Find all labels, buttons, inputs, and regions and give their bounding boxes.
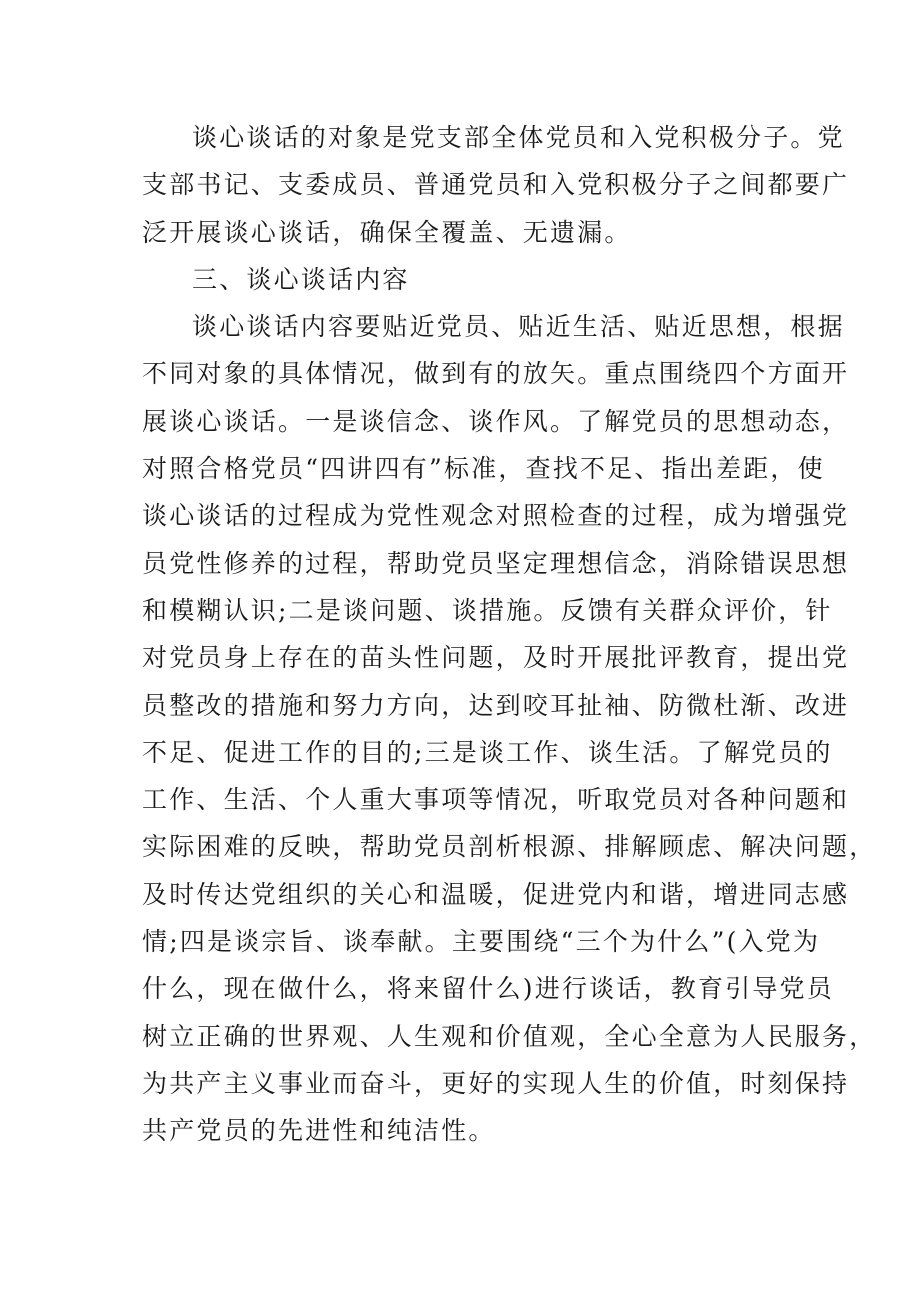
paragraph-line: 谈心谈话内容要贴近党员、贴近生活、贴近思想，根据	[192, 312, 845, 342]
paragraph-line: 不同对象的具体情况，做到有的放矢。重点围绕四个方面开	[142, 359, 850, 389]
paragraph-line: 对照合格党员“四讲四有”标准，查找不足、指出差距，使	[142, 454, 825, 484]
paragraph-line: 及时传达党组织的关心和温暖，促进党内和谐，增进同志感	[142, 879, 850, 909]
paragraph-line: 谈心谈话的对象是党支部全体党员和入党积极分子。党	[192, 123, 845, 152]
paragraph-line: 和模糊认识;二是谈问题、谈措施。反馈有关群众评价，针	[142, 595, 833, 625]
paragraph-line: 展谈心谈话。一是谈信念、谈作风。了解党员的思想动态，	[142, 406, 850, 436]
section-heading-content	[142, 256, 782, 303]
paragraph-line: 共产党员的先进性和纯洁性。	[142, 1116, 496, 1146]
paragraph-line: 谈心谈话的过程成为党性观念对照检查的过程，成为增强党	[142, 501, 850, 531]
paragraph-line: 为共产主义事业而奋斗，更好的实现人生的价值，时刻保持	[142, 1068, 850, 1098]
paragraph-line: 对党员身上存在的苗头性问题，及时开展批评教育，提出党	[142, 643, 850, 673]
paragraph-line: 泛开展谈心谈话，确保全覆盖、无遗漏。	[142, 217, 632, 247]
paragraph-line: 实际困难的反映，帮助党员剖析根源、排解顾虑、解决问题，	[142, 832, 877, 862]
paragraph-line: 工作、生活、个人重大事项等情况，听取党员对各种问题和	[142, 785, 850, 815]
paragraph-line: 树立正确的世界观、人生观和价值观，全心全意为人民服务，	[142, 1021, 877, 1051]
paragraph-line: 员党性修养的过程，帮助党员坚定理想信念，消除错误思想	[142, 548, 850, 578]
paragraph-line: 员整改的措施和努力方向，达到咬耳扯袖、防微杜渐、改进	[142, 690, 850, 720]
paragraph-content-details	[142, 303, 877, 1154]
paragraph-line: 不足、促进工作的目的;三是谈工作、谈生活。了解党员的	[142, 737, 833, 767]
paragraph-target-audience	[142, 114, 850, 256]
paragraph-line: 支部书记、支委成员、普通党员和入党积极分子之间都要广	[142, 170, 850, 200]
paragraph-line: 什么，现在做什么，将来留什么)进行谈话，教育引导党员	[142, 974, 834, 1004]
paragraph-line: 情;四是谈宗旨、谈奉献。主要围绕“三个为什么”(入党为	[142, 927, 821, 957]
section-heading: 三、谈心谈话内容	[192, 264, 410, 294]
document-body	[142, 114, 877, 1155]
